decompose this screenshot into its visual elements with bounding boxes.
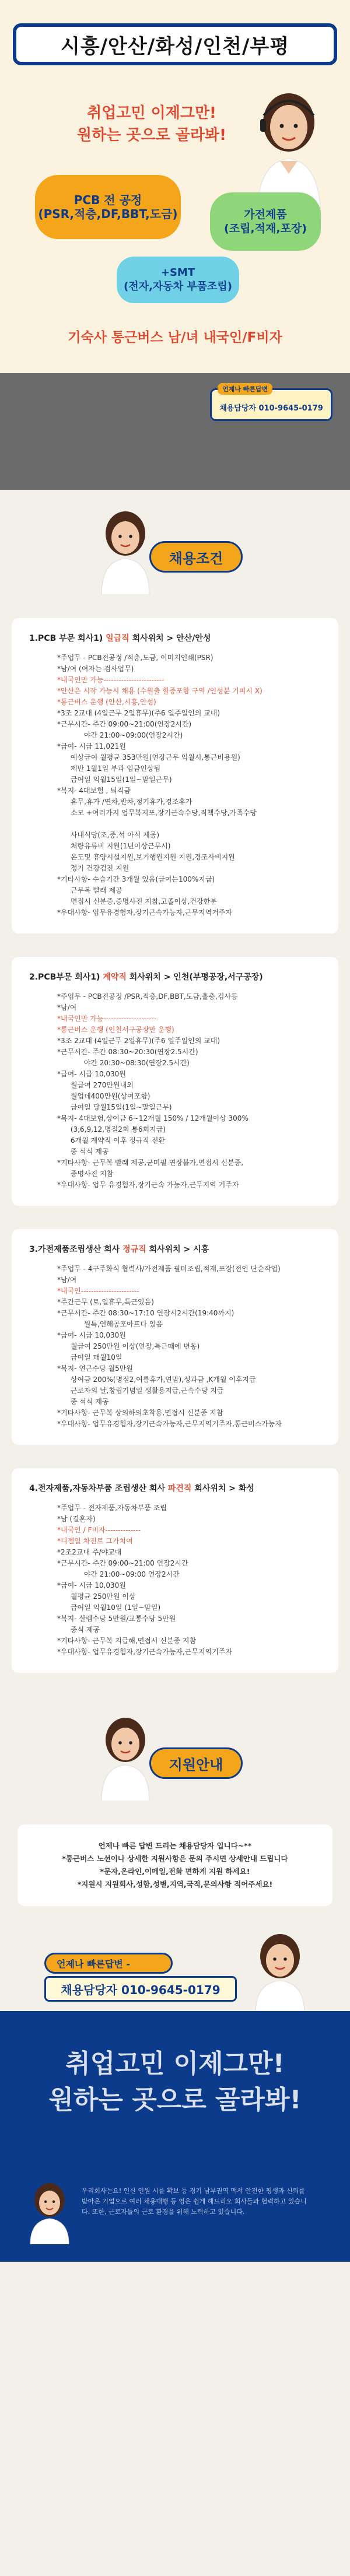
bottom-contact xyxy=(0,1929,350,2011)
job-detail-line: 제반 1월1일 부과 임금인상됨 xyxy=(57,764,161,773)
conditions-title-pill: 채용조건 xyxy=(149,541,243,573)
job-detail-line: *급여- 시급 10,030원 xyxy=(57,1070,126,1078)
job-detail-line: *복지- 4대보험 , 퇴직금 xyxy=(57,787,131,795)
hero-title: 시흥/안산/화성/인천/부평 xyxy=(60,34,290,58)
job-detail-line: 상여금 200%(명절2,여름휴가,연말),성과금 ,K개월 이후지급 xyxy=(57,1375,256,1384)
job-detail-line: 월급여 270만원내외 xyxy=(57,1081,134,1089)
smt-bubble xyxy=(117,257,239,303)
hero-title-box xyxy=(13,23,337,65)
job-detail-line: *내국인 / F비자-------------- xyxy=(57,1526,141,1534)
job-detail-line: 사내식당(조,중,석 아식 제공) xyxy=(57,831,160,839)
job-detail-line: 근로자의 날,창립기념일 생활용지급,근속수당 지급 xyxy=(57,1387,224,1395)
support-line: *지원시 지원회사,성함,성별,지역,국적,문의사항 적어주세요! xyxy=(77,1880,273,1889)
contact-number: 채용담당자 010-9645-0179 xyxy=(219,404,323,413)
job-detail-line: 중식 제공 xyxy=(57,1626,100,1634)
footer-slogan-line1: 취업고민 이제그만! xyxy=(65,2049,285,2079)
job-detail-list xyxy=(29,652,324,918)
job-card xyxy=(12,957,338,1206)
smt-text: +SMT (전자,자동차 부품조립) xyxy=(123,266,233,293)
conditions-header xyxy=(0,490,350,618)
job-detail-line: 근무복 빨래 제공 xyxy=(57,886,123,894)
job-type-highlight: 파견직 xyxy=(167,1484,192,1493)
job-detail-line: 월평균 250만원 이상 xyxy=(57,1592,136,1601)
job-detail-line: *내국인만 가능------------------------ xyxy=(57,676,164,684)
job-title-prefix: 4.전자제품,자동차부품 조립생산 회사 xyxy=(29,1484,165,1493)
job-detail-line: 급여일 당월15일(1일~말일근무) xyxy=(57,1103,172,1111)
job-detail-line: 예상급여 월평균 353만원(연장근무 익월시,통근비용원) xyxy=(57,753,240,761)
job-detail-line: 월급여 250만원 이상(연장,특근때에 변동) xyxy=(57,1342,200,1350)
contact-strip xyxy=(0,373,350,490)
job-title-prefix: 3.가전제품조립생산 회사 xyxy=(29,1245,120,1254)
support-line: *통근버스 노선이나 상세한 지원사항은 문의 주시면 상세안내 드립니다 xyxy=(62,1854,288,1863)
job-detail-line: *복지- 연근수당 월5만원 xyxy=(57,1364,133,1373)
support-info-card xyxy=(18,1824,332,1906)
job-detail-line: 중 석식 제공 xyxy=(57,1398,109,1406)
job-detail-list xyxy=(29,1503,324,1658)
job-detail-line: *급여- 시급 10,030원 xyxy=(57,1581,126,1589)
job-detail-line: *남/여 xyxy=(57,1276,77,1284)
job-detail-line: *남/여 (여자는 검사업무) xyxy=(57,665,134,673)
job-detail-line: 급여일 매월10일 xyxy=(57,1353,123,1361)
job-detail-line: *주간근무 (토,일휴무,특근있음) xyxy=(57,1298,154,1306)
footer-slogan-line2: 원하는 곳으로 골라봐! xyxy=(48,2085,302,2115)
job-title xyxy=(29,972,324,983)
support-title-pill: 지원안내 xyxy=(149,1747,243,1779)
job-detail-line: 월특,연해공포아프다 있음 xyxy=(57,1320,163,1328)
job-location: 회사위치 > 화성 xyxy=(194,1484,254,1493)
job-detail-line: *복지- 살렘수당 5만원/교통수당 5만원 xyxy=(57,1615,176,1623)
job-detail-line: *내국인만 가능--------------------- xyxy=(57,1015,157,1023)
job-detail-line: 휴무,휴가 /연차,반차,정기휴가,경조휴가 xyxy=(57,798,192,806)
job-title-prefix: 2.PCB부문 회사1) xyxy=(29,973,100,982)
job-detail-line: *주업무 - 4구주화식 협력사/가전제품 필터조립,적재,포장(전인 단순작업) xyxy=(57,1265,281,1273)
bottom-contact-number[interactable]: 채용담당자 010-9645-0179 xyxy=(44,1976,237,2002)
job-detail-list xyxy=(29,1264,324,1430)
job-card xyxy=(12,618,338,933)
job-detail-line: 소모 +여러가지 업무복지포,장기근속수당,직책수당,가족수당 xyxy=(57,809,257,817)
job-type-highlight: 정규직 xyxy=(123,1245,146,1254)
pcb-process-text: PCB 전 공정 (PSR,적층,DF,BBT,도금) xyxy=(38,193,178,221)
hero-slogan-line1: 취업고민 이제그만! xyxy=(87,104,216,122)
recruiter-small-illustration-2 xyxy=(93,1714,158,1801)
dormitory-bus-line: 기숙사 통근버스 남/녀 내국인/F비자 xyxy=(68,330,282,345)
job-type-highlight: 계약직 xyxy=(103,973,127,982)
footer-note: 우리회사는요! 인신 인원 시를 확보 등 경기 남부권역 맥서 안전한 평생과 신뢰를 받아온 기업으로 여러 채용대행 등 영은 쉽게 해드리오 회사들과 협력하고 있습니다. 또한, 근로자들의 근로 환경을 위해 노력하고 있습니다. xyxy=(82,2187,307,2216)
recruiter-bottom-illustration xyxy=(245,1932,315,2013)
job-detail-line: *우대사항- 업무유경험자,장기근속가능자,근무지역거주자,통근버스가능자 xyxy=(57,1420,282,1428)
support-line: 언제나 빠른 답변 드리는 채용담당자 입니다~** xyxy=(98,1841,252,1850)
appliance-text: 가전제품 (조립,적재,포장) xyxy=(224,208,307,235)
job-detail-line: 증명사진 지참 xyxy=(57,1170,114,1178)
recruiter-footer-illustration xyxy=(23,2180,76,2244)
footer-slogan xyxy=(0,2046,350,2118)
job-detail-line: 처량유류비 지원(1년이상근무시) xyxy=(57,842,171,850)
job-detail-line: 6개월 계약직 이후 정규직 전환 xyxy=(57,1136,165,1145)
job-detail-line: *근무시간- 주간 08:30~17:10 연장시2시간(19:40까지) xyxy=(57,1309,235,1317)
job-detail-line: *우대사항- 업무유경험자,장기근속가능자,근무지역거주자 xyxy=(57,908,232,917)
bottom-contact-tag: 언제나 빠른답변 - xyxy=(44,1953,173,1974)
job-location: 회사위치 > 시흥 xyxy=(149,1245,209,1254)
job-detail-line: *우대사항- 업무유경험자,장기근속가능자,근무지역거주자 xyxy=(57,1648,232,1656)
job-detail-line: 면접시 신분증,증명사진 지참,고졸이상,건강한분 xyxy=(57,897,217,906)
job-detail-line: *주업무 - 전자제품,자동차부품 조립 xyxy=(57,1504,167,1512)
job-detail-line: 온도및 휴양시설지원,보기행원지원 지원,경조사비지원 xyxy=(57,853,235,861)
job-detail-line: (3,6,9,12,명절2회 통6회지급) xyxy=(57,1125,166,1133)
job-detail-line: *우대사항- 업무 유경험자,장기근속 가능자,근무지역 거주자 xyxy=(57,1181,239,1189)
hero-slogan xyxy=(76,102,228,146)
job-detail-line xyxy=(57,819,324,830)
job-location: 회사위치 > 인천(부평공장,서구공장) xyxy=(129,973,263,982)
job-detail-line: *기타사항- 수습기간 3개월 있음(급여는100%지급) xyxy=(57,875,215,883)
job-detail-line: *3조 2교대 (4일근무 2일휴무)(주6 일주일인의 교대) xyxy=(57,709,220,717)
contact-card[interactable] xyxy=(210,385,332,421)
job-detail-line: *기타사항- 근무복 지급해,면접시 신분증 지참 xyxy=(57,1637,197,1645)
job-detail-line: 월업데400만원(상여포함) xyxy=(57,1092,150,1100)
job-title-prefix: 1.PCB 부문 회사1) xyxy=(29,634,103,643)
job-title xyxy=(29,1483,324,1494)
job-detail-line: *복지- 4대보험,상여금 6~12개월 150% / 12개월이상 300% xyxy=(57,1114,249,1122)
support-line: *문자,온라인,이메일,전화 편하게 지원 하세요! xyxy=(100,1867,250,1876)
job-detail-line: 야간 20:30~08:30(연장2.5시간) xyxy=(57,1059,190,1067)
pcb-process-bubble xyxy=(35,175,181,239)
footer xyxy=(0,2011,350,2262)
job-detail-line: *통근버스 운행 (안산,시흥,안성) xyxy=(57,698,156,706)
job-detail-line: *근무시간- 주간 09:00~21:00 연장2시간 xyxy=(57,1559,188,1567)
job-detail-line: *급여- 시급 11,021원 xyxy=(57,742,126,750)
job-detail-line: *디젤일 차진로 그가치여 xyxy=(57,1537,133,1545)
job-detail-line: *통근버스 운행 (인천서구공장만 운행) xyxy=(57,1026,174,1034)
job-card xyxy=(12,1229,338,1445)
contact-label: 언제나 빠른답변 xyxy=(218,383,272,395)
appliance-bubble xyxy=(210,192,321,251)
job-detail-line: *남 (결혼자) xyxy=(57,1515,96,1523)
job-list xyxy=(0,618,350,1673)
job-detail-line: 급여일 익월15일(1일~말일근무) xyxy=(57,775,172,784)
recruiter-small-illustration xyxy=(93,507,158,595)
job-detail-line: *기타사항- 근무복 상의하의초착용,면접시 신분증 지참 xyxy=(57,1409,223,1417)
job-title xyxy=(29,633,324,644)
job-card xyxy=(12,1468,338,1673)
job-detail-list xyxy=(29,991,324,1191)
job-location: 회사위치 > 안산/안성 xyxy=(132,634,211,643)
job-detail-line: 야간 21:00~09:00(연장2시간) xyxy=(57,731,183,739)
support-header xyxy=(0,1696,350,1824)
hero-banner xyxy=(0,0,350,373)
job-detail-line: *근무시간- 주간 09:00~21:00(연장2시간) xyxy=(57,720,192,728)
job-detail-line: 급여일 익월10일 (1일~말일) xyxy=(57,1603,161,1612)
job-detail-line: 중 석식 제공 xyxy=(57,1147,109,1156)
job-detail-line: *안산은 시작 가능시 채용 (수원출 할증포함 구역 /인성분 기피시 X) xyxy=(57,687,262,695)
job-title xyxy=(29,1244,324,1255)
job-detail-line: 야간 21:00~09:00 연장2시간 xyxy=(57,1570,180,1578)
job-detail-line: *기타사항- 근무복 빨래 제공,군미필 연장불가,면접시 신분증, xyxy=(57,1159,244,1167)
hero-slogan-line2: 원하는 곳으로 골라봐! xyxy=(76,127,226,144)
job-detail-line: *주업무 - PCB전공정 /적층,도금, 이미지인쇄(PSR) xyxy=(57,654,214,662)
job-detail-line: *3조 2교대 (4일근무 2일휴무)(주6 일주일인의 교대) xyxy=(57,1037,220,1045)
job-type-highlight: 일급직 xyxy=(106,634,130,643)
job-detail-line: 정기 건강검진 지원 xyxy=(57,864,130,872)
job-detail-line: *주업무 - PCB전공정 /PSR,적층,DF,BBT,도금,홀충,검사등 xyxy=(57,992,238,1001)
job-detail-line: *급여- 시급 10,030원 xyxy=(57,1331,126,1339)
job-detail-line: *2조2교대 주/야교대 xyxy=(57,1548,122,1556)
job-detail-line: *내국인----------------------- xyxy=(57,1287,139,1295)
job-detail-line: *근무시간- 주간 08:30~20:30(연장2.5시간) xyxy=(57,1048,198,1056)
job-detail-line: *남/여 xyxy=(57,1003,77,1012)
